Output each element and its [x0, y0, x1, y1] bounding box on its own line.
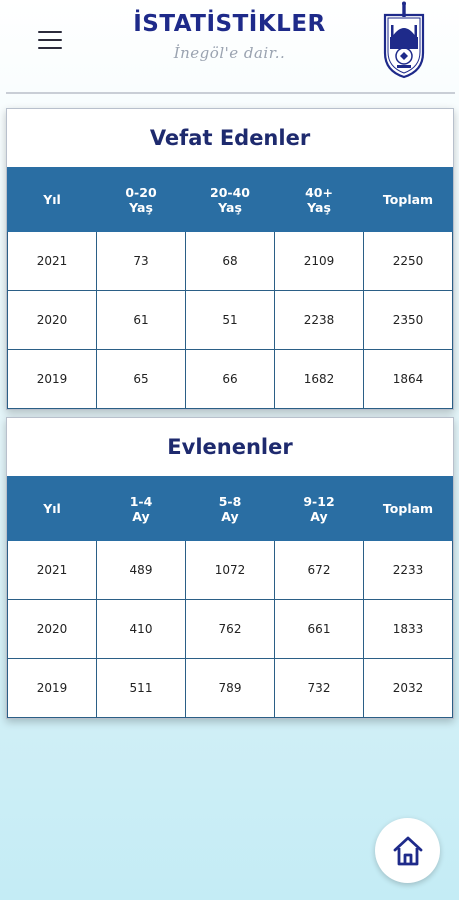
- table-cell: 2021: [8, 541, 97, 600]
- deaths-card: [6, 108, 454, 410]
- table-cell: 2250: [364, 232, 453, 291]
- page-title: İSTATİSTİKLER: [133, 11, 326, 37]
- table-cell: 2019: [8, 659, 97, 718]
- home-icon: [391, 834, 425, 868]
- table-row: [8, 291, 453, 350]
- table-cell: 2032: [364, 659, 453, 718]
- column-header-age-0-20: 0-20 Yaş: [97, 168, 186, 232]
- municipality-logo: [379, 1, 429, 79]
- table-cell: 661: [275, 600, 364, 659]
- column-header-year: Yıl: [8, 168, 97, 232]
- table-cell: 2233: [364, 541, 453, 600]
- table-header-row: [8, 168, 453, 232]
- table-cell: 2350: [364, 291, 453, 350]
- table-cell: 762: [186, 600, 275, 659]
- column-header-age-40-plus: 40+ Yaş: [275, 168, 364, 232]
- marriages-card: [6, 417, 454, 719]
- table-cell: 68: [186, 232, 275, 291]
- column-header-months-9-12: 9-12 Ay: [275, 477, 364, 541]
- header-divider: [6, 92, 455, 94]
- column-header-year: Yıl: [8, 477, 97, 541]
- table-cell: 65: [97, 350, 186, 409]
- marriages-card-title: Evlenenler: [167, 435, 293, 459]
- table-row: [8, 350, 453, 409]
- table-cell: 489: [97, 541, 186, 600]
- table-cell: 2020: [8, 291, 97, 350]
- table-cell: 1864: [364, 350, 453, 409]
- table-cell: 66: [186, 350, 275, 409]
- table-cell: 732: [275, 659, 364, 718]
- table-cell: 672: [275, 541, 364, 600]
- table-cell: 789: [186, 659, 275, 718]
- column-header-months-5-8: 5-8 Ay: [186, 477, 275, 541]
- deaths-table: [7, 167, 453, 409]
- table-row: [8, 600, 453, 659]
- column-header-total: Toplam: [364, 168, 453, 232]
- table-row: [8, 541, 453, 600]
- table-cell: 410: [97, 600, 186, 659]
- deaths-card-title: Vefat Edenler: [149, 126, 311, 150]
- table-cell: 2238: [275, 291, 364, 350]
- table-cell: 511: [97, 659, 186, 718]
- table-cell: 73: [97, 232, 186, 291]
- table-header-row: [8, 477, 453, 541]
- marriages-table: [7, 476, 453, 718]
- table-cell: 2020: [8, 600, 97, 659]
- column-header-total: Toplam: [364, 477, 453, 541]
- page-subtitle: İnegöl'e dair..: [173, 44, 286, 62]
- table-cell: 1833: [364, 600, 453, 659]
- table-row: [8, 232, 453, 291]
- table-cell: 2019: [8, 350, 97, 409]
- column-header-age-20-40: 20-40 Yaş: [186, 168, 275, 232]
- table-cell: 2109: [275, 232, 364, 291]
- home-button[interactable]: [375, 818, 440, 883]
- table-cell: 51: [186, 291, 275, 350]
- table-cell: 1682: [275, 350, 364, 409]
- table-cell: 61: [97, 291, 186, 350]
- table-row: [8, 659, 453, 718]
- column-header-months-1-4: 1-4 Ay: [97, 477, 186, 541]
- table-cell: 1072: [186, 541, 275, 600]
- table-cell: 2021: [8, 232, 97, 291]
- app-header: [0, 0, 459, 92]
